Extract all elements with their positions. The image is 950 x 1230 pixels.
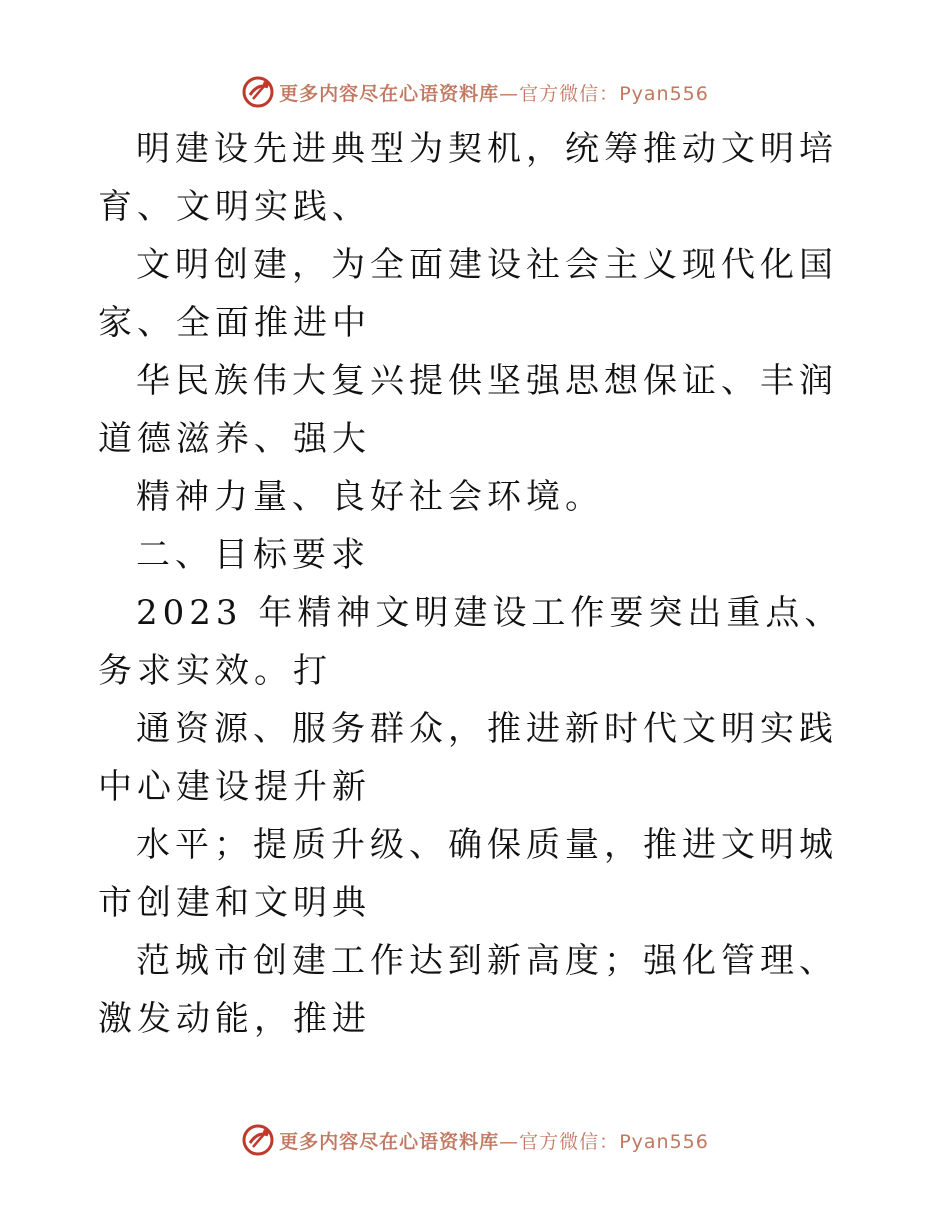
banner-title: 更多内容尽在心语资料库 [279,82,500,105]
document-body [98,120,858,1048]
header-watermark [0,72,950,112]
banner-separator: — [499,82,520,105]
section-heading: 二、目标要求 [136,535,370,575]
paragraph: 精神力量、良好社会环境。 [136,477,604,517]
banner-title: 更多内容尽在心语资料库 [279,1130,500,1153]
paragraph: 通资源、服务群众，推进新时代文明实践中心建设提升新 [98,709,838,807]
paragraph: 华民族伟大复兴提供坚强思想保证、丰润道德滋养、强大 [98,361,838,459]
logo-icon [241,1123,275,1157]
banner-wechat-id: Pyan556 [619,1130,709,1153]
logo-icon [241,75,275,109]
paragraph: 文明创建，为全面建设社会主义现代化国家、全面推进中 [98,245,838,343]
paragraph: 明建设先进典型为契机，统筹推动文明培育、文明实践、 [98,129,838,227]
banner-wechat-label: 官方微信： [519,82,620,105]
paragraph: 水平；提质升级、确保质量，推进文明城市创建和文明典 [98,825,838,923]
paragraph: 范城市创建工作达到新高度；强化管理、激发动能，推进 [98,941,838,1039]
paragraph: 2023 年精神文明建设工作要突出重点、务求实效。打 [98,593,844,691]
banner-wechat-id: Pyan556 [619,82,709,105]
footer-watermark [0,1120,950,1160]
banner-wechat-label: 官方微信： [519,1130,620,1153]
banner-separator: — [499,1130,520,1153]
